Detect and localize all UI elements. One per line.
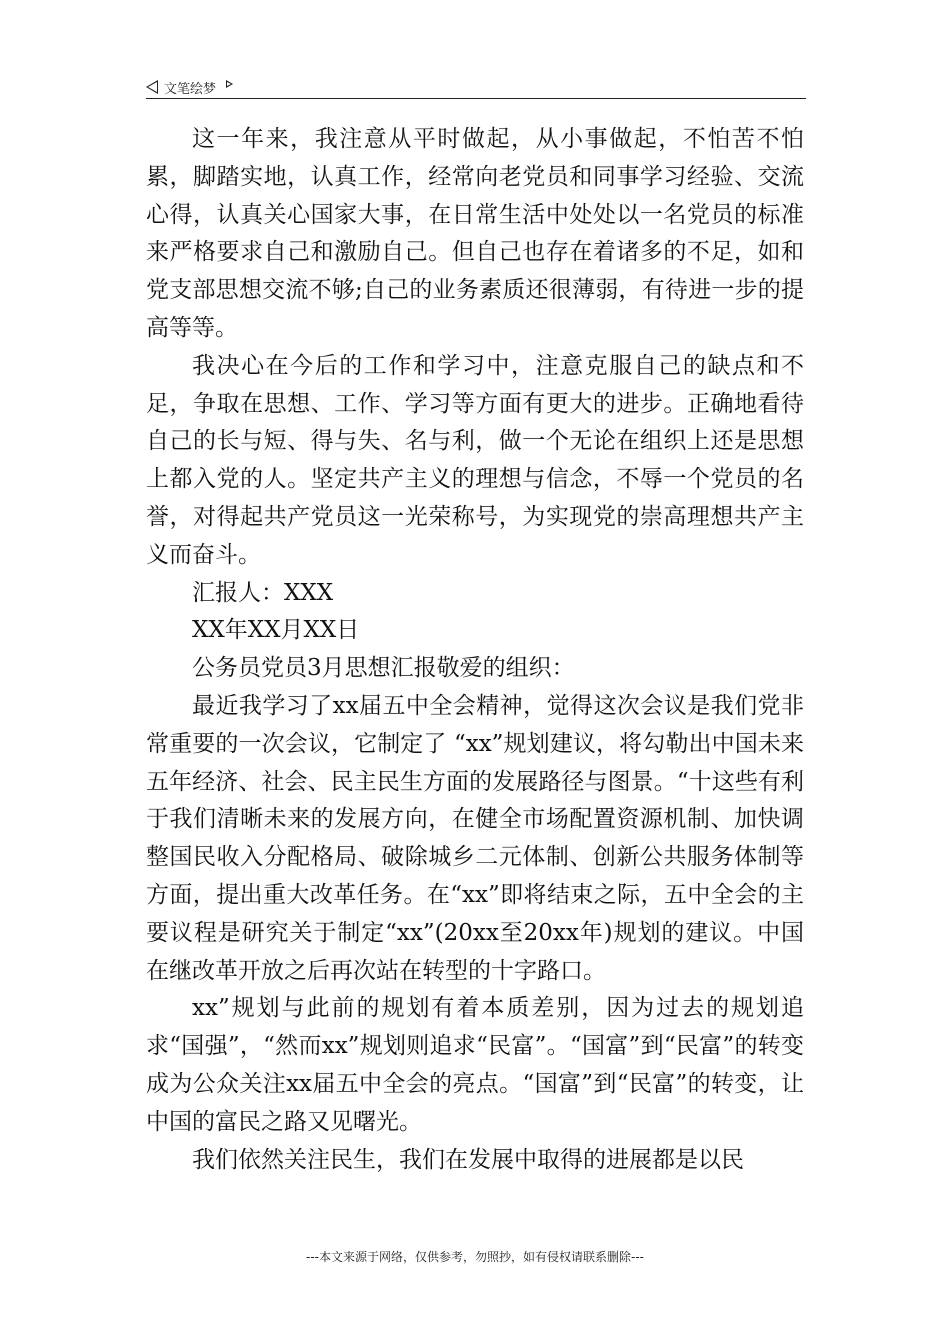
date-line: XX年XX月XX日 [192, 617, 360, 644]
triangle-left-icon [146, 80, 158, 94]
page-header [146, 76, 806, 99]
page-footer: ---本文来源于网络，仅供参考，勿照抄，如有侵权请联系删除--- [306, 1250, 644, 1264]
paragraph: 我们依然关注民生，我们在发展中取得的进展都是以民 [192, 1146, 744, 1173]
triangle-right-icon [226, 80, 233, 88]
paragraph: 我决心在今后的工作和学习中，注意克服自己的缺点和不足，争取在思想、工作、学习等方面有更大的进步。正确地看待自己的长与短、得与失、名与利，做一个无论在组织上还是思想上都入党的人。坚定共产主义的理想与信念，不辱一个党员的名誉，对得起共产党员这一光荣称号，为实现党的崇高理想共产主义而奋斗。 [146, 352, 804, 568]
paragraph: 这一年来，我注意从平时做起，从小事做起，不怕苦不怕累，脚踏实地，认真工作，经常向老党员和同事学习经验、交流心得，认真关心国家大事，在日常生活中处处以一名党员的标准来严格要求自己和激励自己。但自己也存在着诸多的不足，如和党支部思想交流不够;自己的业务素质还很薄弱，有待进一步的提高等等。 [146, 126, 804, 341]
document-body [146, 121, 804, 1179]
section-title: 公务员党员3月思想汇报敬爱的组织： [192, 655, 575, 682]
paragraph: xx”规划与此前的规划有着本质差别，因为过去的规划追求“国强”，“然而xx”规划则追求“民富”。“国富”到“民富”的转变成为公众关注xx届五中全会的亮点。“国富”到“民富”的转变，让中国的富民之路又见曙光。 [146, 995, 804, 1135]
paragraph: 最近我学习了xx届五中全会精神，觉得这次会议是我们党非常重要的一次会议，它制定了 “xx”规划建议，将勾勒出中国未来五年经济、社会、民主民生方面的发展路径与图景。“十这些有利于我们清晰未来的发展方向，在健全市场配置资源机制、加快调整国民收入分配格局、破除城乡二元体制、创新公共服务体制等方面，提出重大改革任务。在“xx”即将结束之际，五中全会的主要议程是研究关于制定“xx”(20xx至20xx年)规划的建议。中国在继改革开放之后再次站在转型的十字路口。 [146, 692, 804, 984]
reporter-line: 汇报人：XXX [192, 579, 334, 606]
header-brand: 文笔绘梦 [164, 81, 217, 97]
